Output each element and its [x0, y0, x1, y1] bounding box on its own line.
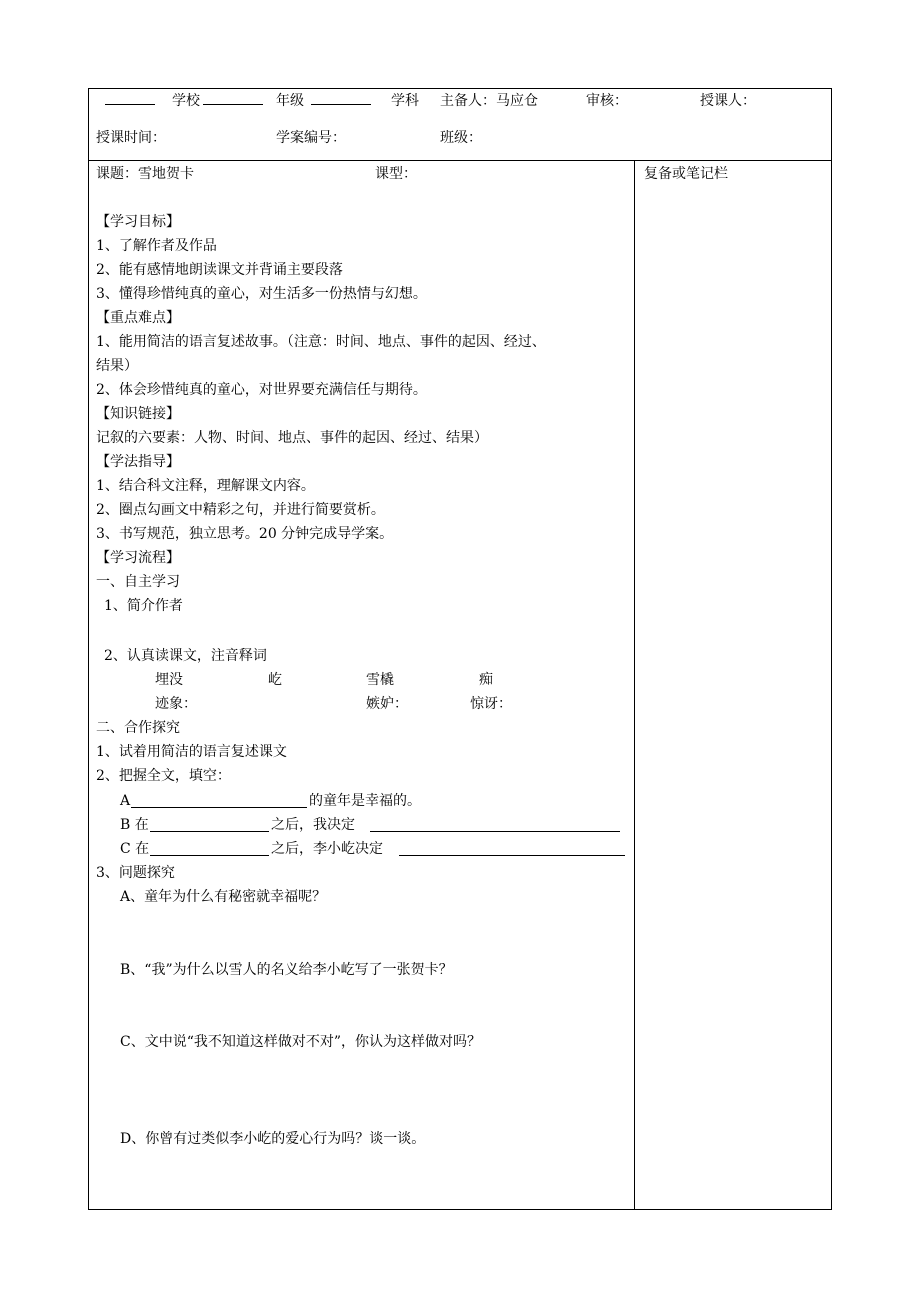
fill-item: 2、把握全文，填空： — [96, 768, 231, 784]
keypoint-item: 1、能用简洁的语言复述故事。（注意：时间、地点、事件的起因、经过、 — [96, 334, 546, 350]
vocab-word: 屹 — [268, 672, 282, 688]
goal-item: 2、能有感情地朗读课文并背诵主要段落 — [96, 262, 343, 278]
fill-c-blank — [150, 855, 269, 856]
keypoint-item-cont: 结果） — [96, 358, 138, 374]
retell-item: 1、试着用简洁的语言复述课文 — [96, 744, 287, 760]
fill-c-mid: 之后，李小屹决定 — [271, 841, 383, 857]
keypoint-item: 2、体会珍惜纯真的童心，对世界要充满信任与期待。 — [96, 382, 427, 398]
topic-title: 课题：雪地贺卡 — [96, 166, 194, 182]
knowledge-heading: 【知识链接】 — [96, 406, 180, 422]
vocab-word: 痴 — [479, 672, 493, 688]
fill-b-blank-2 — [370, 831, 620, 832]
grade-blank — [311, 104, 371, 105]
goal-item: 1、了解作者及作品 — [96, 238, 217, 254]
question-c: C、文中说“我不知道这样做对不对”，你认为这样做对吗？ — [120, 1034, 482, 1050]
self-study-heading: 一、自主学习 — [96, 574, 180, 590]
blank-line — [105, 104, 155, 105]
subject-label: 学科 — [391, 93, 419, 109]
intro-author: 1、简介作者 — [104, 598, 183, 614]
fill-a-suffix: 的童年是幸福的。 — [309, 793, 421, 809]
notes-column-divider — [634, 160, 635, 1210]
method-item: 1、结合科文注释，理解课文内容。 — [96, 478, 315, 494]
method-item: 3、书写规范，独立思考。20 分钟完成导学案。 — [96, 526, 394, 542]
fill-b-mid: 之后，我决定 — [271, 817, 355, 833]
plan-no-label: 学案编号： — [276, 130, 346, 146]
knowledge-text: 记叙的六要素：人物、时间、地点、事件的起因、经过、结果） — [96, 430, 488, 446]
fill-c-prefix: C 在 — [120, 841, 150, 857]
fill-c-blank-2 — [399, 855, 625, 856]
vocab-word: 惊讶： — [470, 696, 512, 712]
class-label: 班级： — [440, 130, 482, 146]
keypoints-heading: 【重点难点】 — [96, 310, 180, 326]
time-label: 授课时间： — [96, 130, 166, 146]
inquiry-heading: 3、问题探究 — [96, 865, 175, 881]
method-heading: 【学法指导】 — [96, 454, 180, 470]
question-b: B、“我”为什么以雪人的名义给李小屹写了一张贺卡？ — [120, 962, 453, 978]
notes-column-title: 复备或笔记栏 — [644, 166, 728, 182]
lesson-type: 课型： — [375, 166, 417, 182]
fill-a-blank — [131, 807, 307, 808]
fill-b-blank — [150, 831, 269, 832]
read-text: 2、认真读课文，注音释词 — [104, 648, 267, 664]
coop-heading: 二、合作探究 — [96, 720, 180, 736]
vocab-word: 埋没 — [155, 672, 183, 688]
vocab-word: 迹象： — [155, 696, 197, 712]
goal-item: 3、懂得珍惜纯真的童心，对生活多一份热情与幻想。 — [96, 286, 427, 302]
vocab-word: 雪橇 — [366, 672, 394, 688]
method-item: 2、圈点勾画文中精彩之句，并进行简要赏析。 — [96, 502, 385, 518]
question-d: D、你曾有过类似李小屹的爱心行为吗？谈一谈。 — [120, 1131, 426, 1147]
review-label: 审核： — [586, 93, 628, 109]
process-heading: 【学习流程】 — [96, 550, 180, 566]
fill-a-prefix: A — [120, 793, 131, 809]
grade-label: 年级 — [276, 93, 304, 109]
header-divider — [88, 160, 832, 161]
school-label: 学校 — [172, 93, 200, 109]
teacher-label: 授课人： — [700, 93, 756, 109]
question-a: A、童年为什么有秘密就幸福呢？ — [120, 889, 327, 905]
fill-b-prefix: B 在 — [120, 817, 149, 833]
school-blank — [203, 104, 263, 105]
vocab-word: 嫉妒： — [366, 696, 408, 712]
preparer-label: 主备人：马应仓 — [440, 93, 538, 109]
goals-heading: 【学习目标】 — [96, 214, 180, 230]
